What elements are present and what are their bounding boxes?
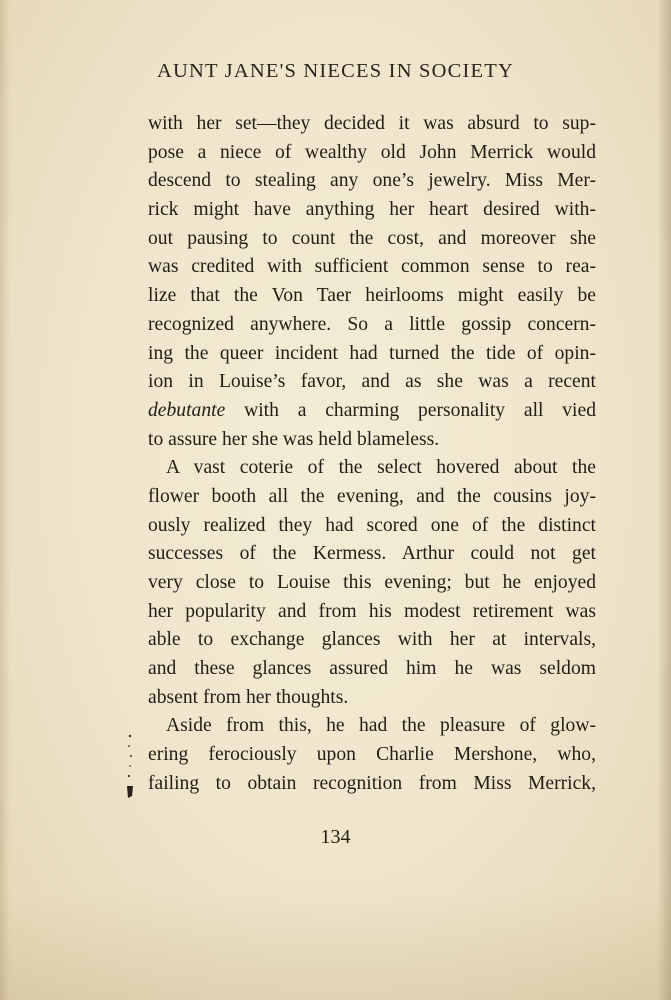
text-line: rick might have anything her heart desired with- — [148, 199, 596, 221]
italic-word: debutante — [148, 399, 226, 421]
text-line: with her set—they decided it was absurd to sup- — [148, 113, 596, 134]
text-line: Aside from this, he had the pleasure of glow- — [166, 715, 596, 737]
page-bottom-stain — [0, 890, 671, 1000]
text-line: was credited with sufficient common sense to rea- — [148, 256, 596, 278]
text-line: flower booth all the evening, and the cousins joy- — [148, 485, 596, 507]
text-line: to assure her she was held blameless. — [148, 428, 440, 450]
text-line: and these glances assured him he was seldom — [148, 658, 596, 680]
text-line: pose a niece of wealthy old John Merrick would — [148, 141, 596, 163]
text-line: successes of the Kermess. Arthur could not get — [148, 543, 596, 565]
page-number: 134 — [320, 826, 351, 848]
body-text — [148, 110, 596, 799]
page-left-edge-shadow — [0, 0, 10, 1000]
text-line-rest: with a charming personality all vied — [225, 399, 596, 421]
text-line: failing to obtain recognition from Miss Merrick, — [148, 772, 596, 794]
text-line: out pausing to count the cost, and moreover she — [148, 227, 596, 249]
text-line: A vast coterie of the select hovered about the — [166, 457, 596, 479]
text-line: absent from her thoughts. — [148, 686, 349, 708]
text-line: very close to Louise this evening; but he enjoyed — [148, 572, 596, 593]
text-line: ion in Louise’s favor, and as she was a recent — [148, 371, 596, 393]
page-right-edge-shadow — [657, 0, 671, 1000]
running-head: AUNT JANE'S NIECES IN SOCIETY — [156, 60, 514, 82]
text-line: ously realized they had scored one of the distinct — [148, 514, 596, 536]
text-line: ing the queer incident had turned the tide of opin- — [148, 342, 596, 364]
text-line: her popularity and from his modest retirement was — [148, 600, 596, 622]
text-line: recognized anywhere. So a little gossip concern- — [148, 313, 596, 335]
text-line: ering ferociously upon Charlie Mershone, who, — [148, 744, 596, 766]
text-line: lize that the Von Taer heirlooms might easily be — [148, 285, 596, 307]
text-line: able to exchange glances with her at intervals, — [148, 629, 596, 651]
text-line: descend to stealing any one’s jewelry. Miss Mer- — [148, 170, 596, 192]
text-line — [148, 397, 596, 426]
ink-blot-mark — [124, 732, 136, 802]
